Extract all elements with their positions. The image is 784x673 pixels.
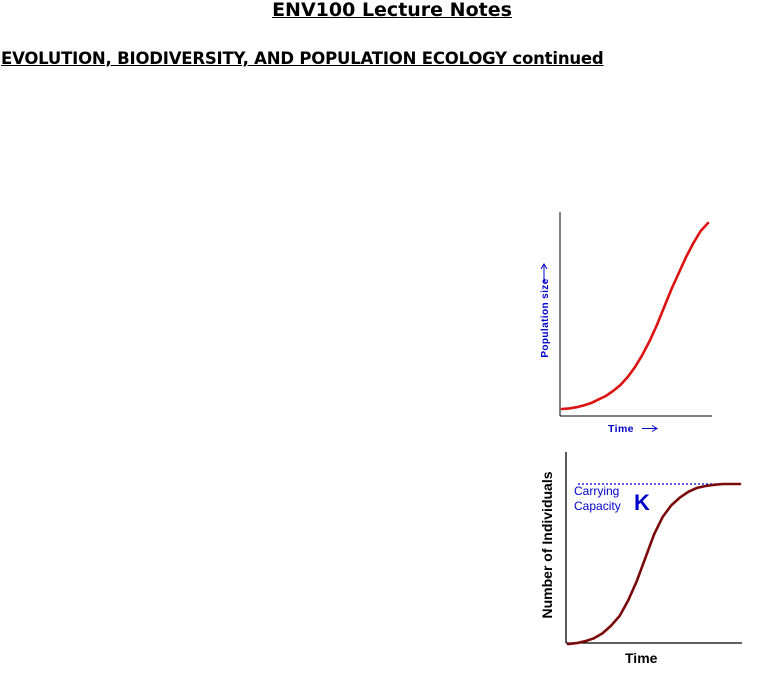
chart1-y-label: Population size xyxy=(540,278,551,358)
exponential-growth-chart xyxy=(540,212,712,435)
document-title: ENV100 Lecture Notes xyxy=(272,0,512,21)
chart1-x-label: Time xyxy=(608,423,634,435)
chart2-y-label: Number of Individuals xyxy=(539,471,555,619)
logistic-growth-chart xyxy=(539,452,742,666)
chart1-x-arrow xyxy=(642,426,657,432)
carrying-capacity-label-line2: Capacity xyxy=(574,499,621,513)
carrying-capacity-k-symbol: K xyxy=(634,490,650,515)
chart2-x-label: Time xyxy=(625,650,658,666)
section-heading: EVOLUTION, BIODIVERSITY, AND POPULATION ECOLOGY continued xyxy=(1,49,604,68)
chart1-growth-curve xyxy=(562,223,708,409)
carrying-capacity-label-line1: Carrying xyxy=(574,484,620,498)
